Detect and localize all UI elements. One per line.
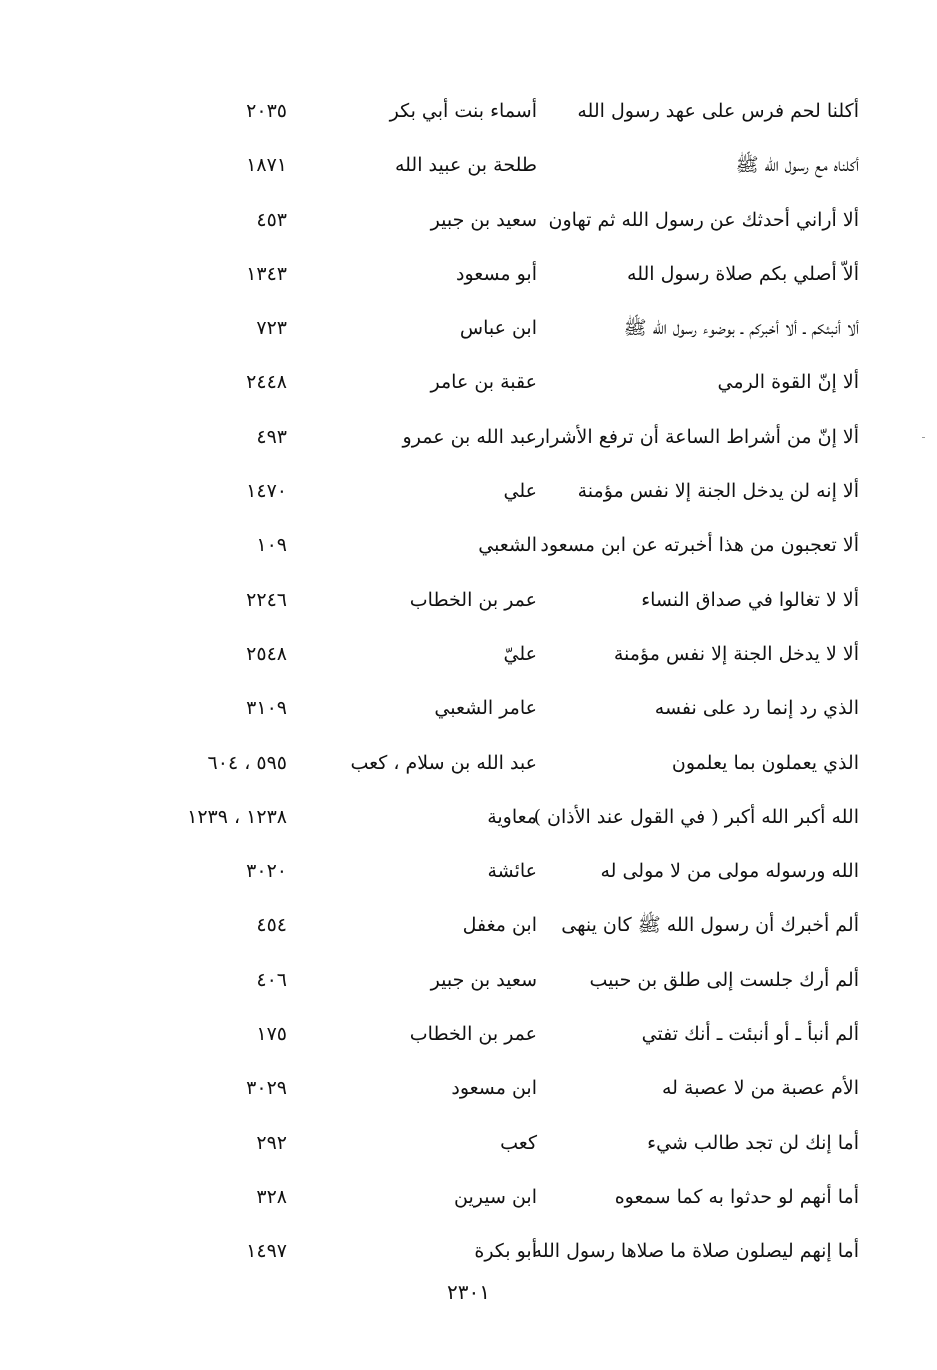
hadith-number: ٤٩٣: [256, 425, 287, 448]
hadith-text: الله أكبر الله أكبر ( في القول عند الأذان ): [533, 805, 859, 828]
hadith-text: الله ورسوله مولى من لا مولى له: [600, 860, 859, 883]
narrator-name: أبو مسعود: [456, 262, 537, 285]
index-row: [0, 1116, 937, 1170]
narrator-name: طلحة بن عبيد الله: [394, 154, 537, 177]
index-row: [0, 355, 937, 409]
index-row: [0, 410, 937, 464]
hadith-text: ألا لا يدخل الجنة إلا نفس مؤمنة: [613, 642, 859, 665]
hadith-number: ٢٥٤٨: [246, 642, 287, 665]
hadith-number: ١٣٤٣: [246, 262, 287, 285]
hadith-text: ألم أرك جلست إلى طلق بن حبيب: [589, 968, 859, 991]
scan-speck: [922, 437, 925, 438]
hadith-index-list: [0, 84, 937, 1279]
narrator-name: سعيد بن جبير: [430, 968, 537, 991]
narrator-name: كعب: [500, 1131, 537, 1154]
hadith-text: أما إنهم ليصلون صلاة ما صلاها رسول الله: [532, 1240, 859, 1263]
narrator-name: عقبة بن عامر: [430, 371, 537, 394]
index-row: [0, 247, 937, 301]
hadith-text: الأم عصبة من لا عصبة له: [662, 1077, 859, 1100]
narrator-name: عليّ: [503, 642, 537, 665]
hadith-number: ١٢٣٨ ، ١٢٣٩: [187, 805, 287, 828]
narrator-name: أبو بكرة: [474, 1240, 537, 1263]
hadith-number: ٣٢٨: [256, 1185, 287, 1208]
index-row: [0, 84, 937, 138]
hadith-text: أكلناه مع رسول الله ﷺ: [735, 154, 859, 177]
hadith-number: ٤٠٦: [256, 968, 287, 991]
hadith-number: ٣٠٢٩: [246, 1077, 287, 1100]
index-row: [0, 844, 937, 898]
narrator-name: سعيد بن جبير: [430, 208, 537, 231]
hadith-number: ٢٩٢: [256, 1131, 287, 1154]
hadith-text: ألا إنّ القوة الرمي: [717, 371, 859, 394]
index-row: [0, 790, 937, 844]
hadith-number: ٢٤٤٨: [246, 371, 287, 394]
hadith-text: ألا أراني أحدثك عن رسول الله ثم تهاون: [548, 208, 859, 231]
hadith-number: ١٨٧١: [246, 154, 287, 177]
narrator-name: ابن عباس: [459, 317, 537, 340]
hadith-text: ألا لا تغالوا في صداق النساء: [641, 588, 859, 611]
hadith-text: ألا إنه لن يدخل الجنة إلا نفس مؤمنة: [577, 480, 859, 503]
hadith-number: ٢٠٣٥: [246, 100, 287, 122]
index-row: [0, 573, 937, 627]
hadith-number: ٣١٠٩: [246, 697, 287, 720]
hadith-text: ألا إنّ من أشراط الساعة أن ترفع الأشرار: [535, 425, 859, 448]
hadith-number: ٤٥٣: [256, 208, 287, 231]
narrator-name: عمر بن الخطاب: [409, 1023, 537, 1046]
narrator-name: علي: [503, 480, 537, 503]
hadith-text: أكلنا لحم فرس على عهد رسول الله: [577, 100, 859, 122]
index-row: [0, 953, 937, 1007]
narrator-name: عائشة: [487, 860, 537, 883]
narrator-name: ابن مغفل: [462, 914, 537, 937]
narrator-name: الشعبي: [478, 534, 537, 557]
index-row: [0, 518, 937, 572]
hadith-number: ١٠٩: [256, 534, 287, 557]
index-row: [0, 193, 937, 247]
page-number: ٢٣٠١: [447, 1280, 490, 1304]
index-row: [0, 681, 937, 735]
index-row: [0, 736, 937, 790]
hadith-number: ١٤٩٧: [246, 1240, 287, 1263]
index-row: [0, 1061, 937, 1115]
hadith-number: ٧٢٣: [256, 317, 287, 340]
narrator-name: ابن سيرين: [454, 1185, 537, 1208]
hadith-number: ١٤٧٠: [246, 480, 287, 503]
hadith-text: ألا تعجبون من هذا أخبرته عن ابن مسعود: [540, 534, 859, 557]
index-row: [0, 301, 937, 355]
index-row: [0, 138, 937, 192]
hadith-text: ألم أخبرك أن رسول الله ﷺ كان ينهى: [561, 914, 859, 937]
index-row: [0, 1224, 937, 1278]
hadith-number: ١٧٥: [256, 1023, 287, 1046]
narrator-name: عمر بن الخطاب: [409, 588, 537, 611]
narrator-name: أسماء بنت أبي بكر: [389, 100, 537, 122]
hadith-number: ٣٠٢٠: [246, 860, 287, 883]
hadith-number: ٤٥٤: [256, 914, 287, 937]
narrator-name: عبد الله بن عمرو: [402, 425, 537, 448]
hadith-text: ألم أنبأ ـ أو أنبئت ـ أنك تفتي: [641, 1023, 859, 1046]
narrator-name: عامر الشعبي: [434, 697, 537, 720]
hadith-text: ألا أنبئكم ـ ألا أخبركم ـ بوضوء رسول الله ﷺ: [623, 317, 859, 340]
index-row: [0, 464, 937, 518]
narrator-name: ابن مسعود: [451, 1077, 537, 1100]
hadith-text: الذي رد إنما رد على نفسه: [654, 697, 859, 720]
hadith-number: ٥٩٥ ، ٦٠٤: [207, 751, 287, 774]
hadith-text: ألاّ أصلي بكم صلاة رسول الله: [627, 262, 859, 285]
narrator-name: معاوية: [487, 805, 537, 828]
hadith-text: أما أنهم لو حدثوا به كما سمعوه: [614, 1185, 859, 1208]
hadith-text: أما إنك لن تجد طالب شيء: [647, 1131, 859, 1154]
index-row: [0, 1170, 937, 1224]
hadith-number: ٢٢٤٦: [246, 588, 287, 611]
index-row: [0, 627, 937, 681]
narrator-name: عبد الله بن سلام ، كعب: [350, 751, 537, 774]
index-row: [0, 898, 937, 952]
hadith-text: الذي يعملون بما يعلمون: [671, 751, 859, 774]
index-row: [0, 1007, 937, 1061]
